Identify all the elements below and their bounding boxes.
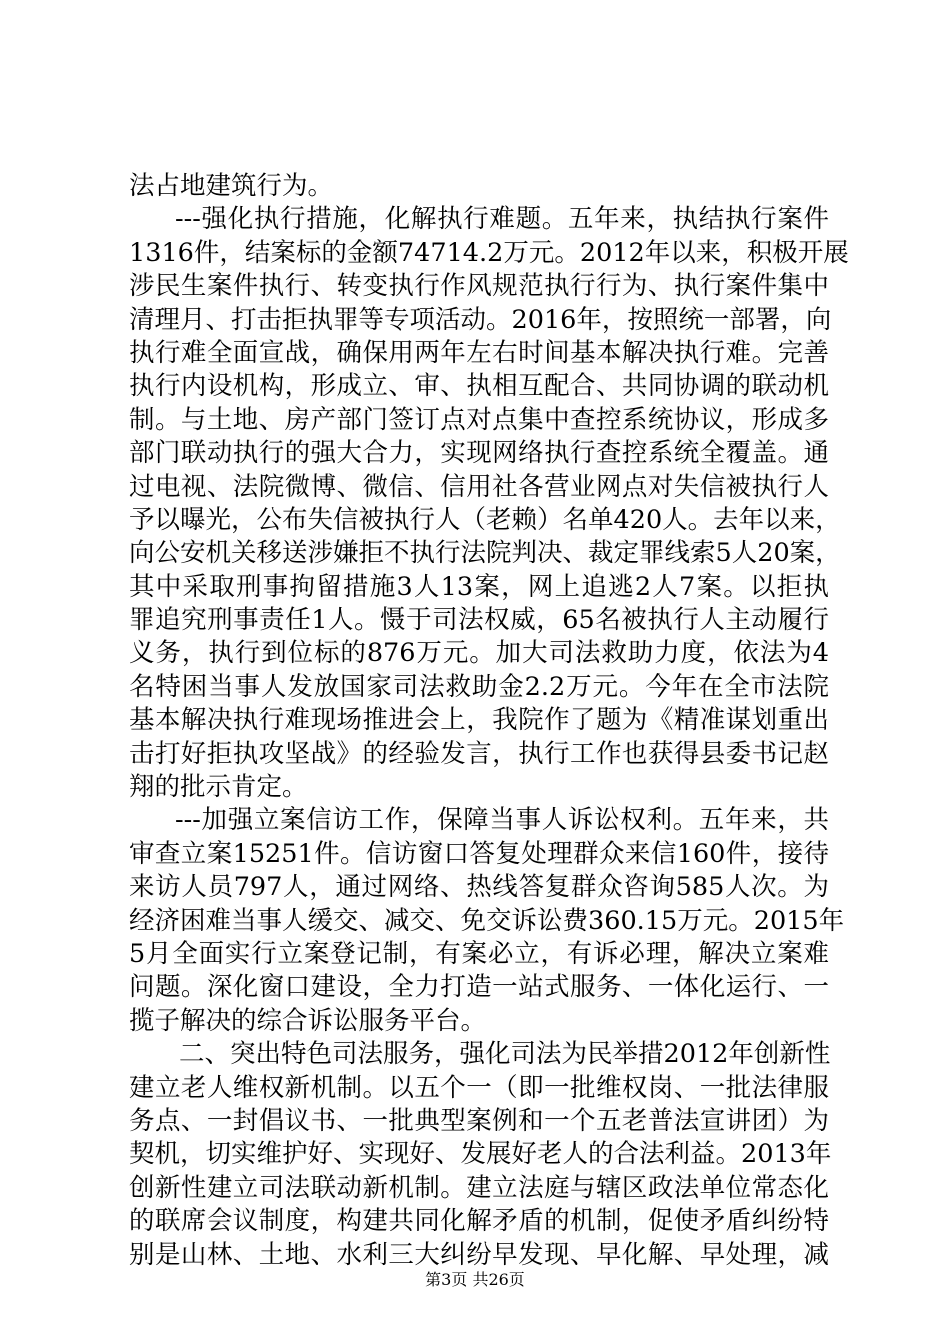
text-line: 部门联动执行的强大合力，实现网络执行查控系统全覆盖。通: [129, 438, 829, 469]
text-line: 的联席会议制度，构建共同化解矛盾的机制，促使矛盾纠纷特: [129, 1206, 829, 1237]
text-line: 法占地建筑行为。: [129, 171, 334, 201]
text-line: 1316件，结案标的金额74714.2万元。2012年以来，积极开展: [129, 237, 849, 268]
text-line: 审查立案15251件。信访窗口答复处理群众来信160件，接待: [129, 838, 829, 869]
page-footer: 第3页 共26页: [425, 1270, 525, 1289]
text-line: 建立老人维权新机制。以五个一（即一批维权岗、一批法律服: [129, 1072, 829, 1103]
text-line: 经济困难当事人缓交、减交、免交诉讼费360.15万元。2015年: [129, 905, 845, 936]
text-line: 5月全面实行立案登记制，有案必立，有诉必理，解决立案难: [129, 938, 829, 969]
text-line: 名特困当事人发放国家司法救助金2.2万元。今年在全市法院: [129, 671, 829, 702]
text-line: 清理月、打击拒执罪等专项活动。2016年，按照统一部署，向: [129, 304, 832, 335]
text-line: 执行内设机构，形成立、审、执相互配合、共同协调的联动机: [129, 371, 829, 402]
text-line: 罪追究刑事责任1人。慑于司法权威，65名被执行人主动履行: [129, 605, 829, 636]
text-line: 翔的批示肯定。: [129, 772, 308, 803]
text-line: 涉民生案件执行、转变执行作风规范执行行为、执行案件集中: [129, 271, 829, 302]
text-line: 揽子解决的综合诉讼服务平台。: [129, 1005, 487, 1036]
document-body: [129, 170, 849, 1272]
text-line: 基本解决执行难现场推进会上，我院作了题为《精准谋划重出: [129, 705, 829, 736]
text-line: 契机，切实维护好、实现好、发展好老人的合法利益。2013年: [129, 1139, 832, 1170]
text-line: 二、突出特色司法服务，强化司法为民举措2012年创新性: [179, 1039, 831, 1070]
text-line: 予以曝光，公布失信被执行人（老赖）名单420人。去年以来，: [129, 504, 841, 535]
text-line: 问题。深化窗口建设，全力打造一站式服务、一体化运行、一: [129, 972, 829, 1003]
text-line: 创新性建立司法联动新机制。建立法庭与辖区政法单位常态化: [129, 1172, 829, 1203]
text-line: 过电视、法院微博、微信、信用社各营业网点对失信被执行人: [129, 471, 829, 502]
text-line: 向公安机关移送涉嫌拒不执行法院判决、裁定罪线索5人20案，: [129, 538, 841, 569]
text-line: ---加强立案信访工作，保障当事人诉讼权利。五年来，共: [175, 805, 829, 836]
text-line: 其中采取刑事拘留措施3人13案，网上追逃2人7案。以拒执: [129, 571, 829, 602]
text-line: 务点、一封倡议书、一批典型案例和一个五老普法宣讲团）为: [129, 1105, 829, 1136]
text-line: 来访人员797人，通过网络、热线答复群众咨询585人次。为: [129, 872, 829, 903]
text-line: 击打好拒执攻坚战》的经验发言，执行工作也获得县委书记赵: [129, 738, 829, 769]
text-line: 义务，执行到位标的876万元。加大司法救助力度，依法为4: [129, 638, 829, 669]
text-line: 别是山林、土地、水利三大纠纷早发现、早化解、早处理，减: [129, 1239, 829, 1270]
text-line: 执行难全面宣战，确保用两年左右时间基本解决执行难。完善: [129, 337, 829, 368]
text-line: ---强化执行措施，化解执行难题。五年来，执结执行案件: [175, 204, 829, 235]
text-line: 制。与土地、房产部门签订点对点集中查控系统协议，形成多: [129, 404, 829, 435]
